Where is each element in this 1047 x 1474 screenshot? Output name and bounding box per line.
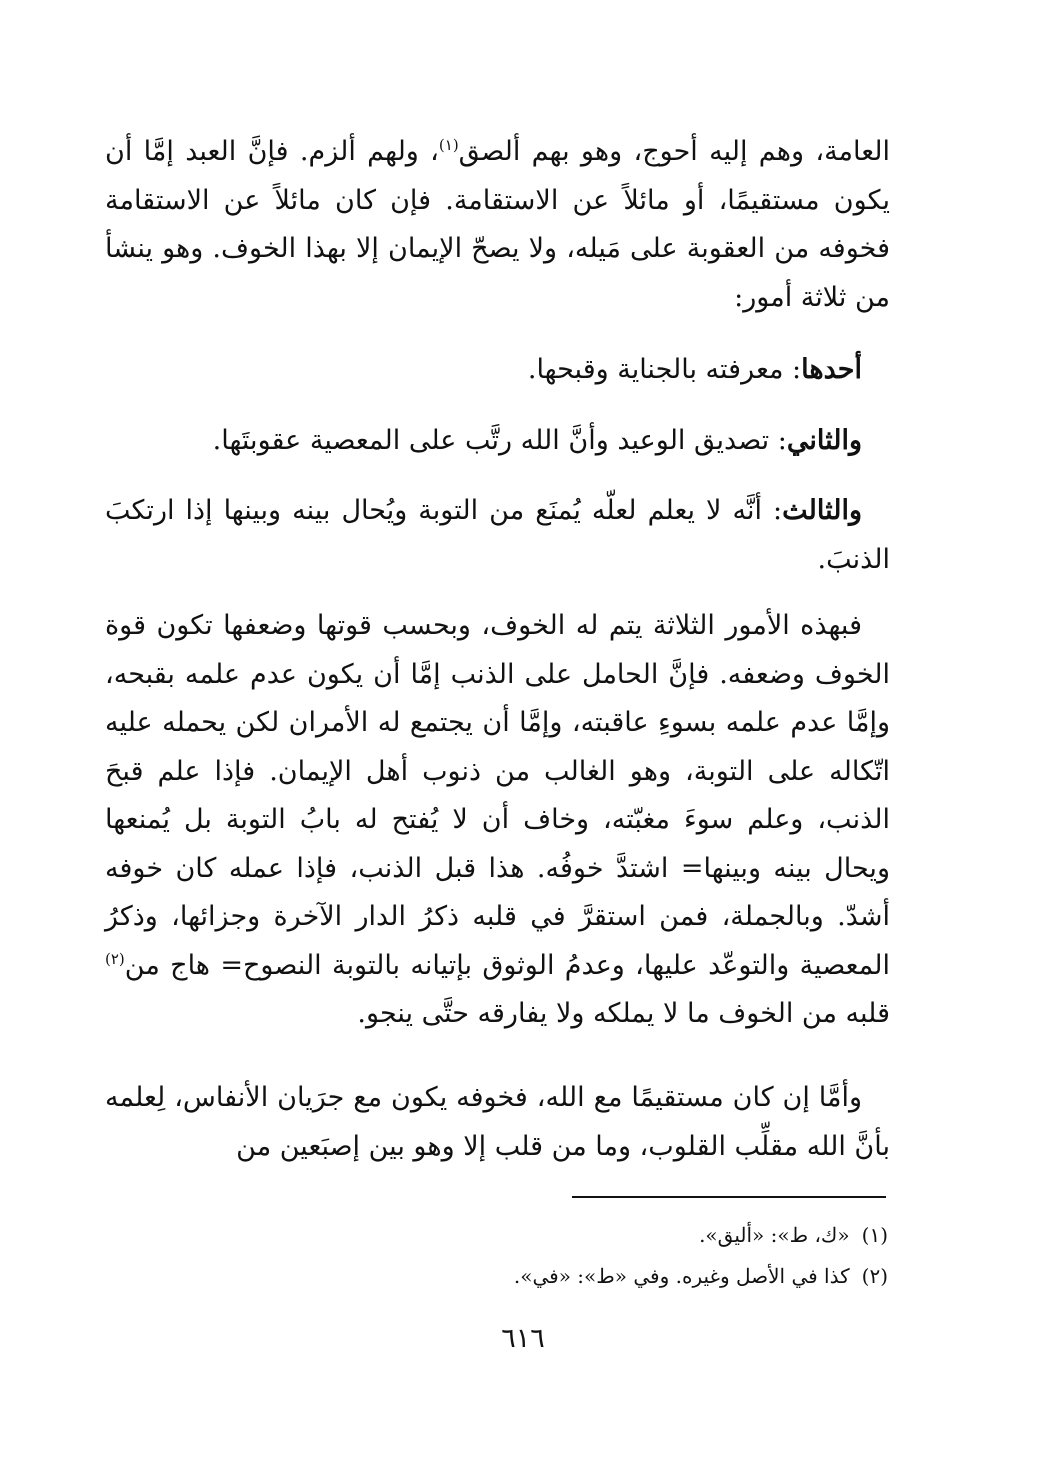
list-item-third <box>105 487 890 584</box>
page-number: ٦١٦ <box>501 1323 545 1354</box>
footnote-number: (٢) <box>861 1264 888 1288</box>
footnote-text: «ك، ط»: «أليق». <box>699 1223 850 1247</box>
paragraph-intro-text-a: العامة، وهم إليه أحوج، وهو بهم ألصق <box>458 136 891 167</box>
list-item-second <box>105 417 890 466</box>
list-item-text: : تصديق الوعيد وأنَّ الله رتَّب على المعصية عقوبتَها. <box>212 425 787 456</box>
list-item-term: والثاني <box>786 425 862 456</box>
list-item-term: والثالث <box>782 495 862 526</box>
footnote-divider <box>572 1196 886 1198</box>
list-item-text: : معرفته بالجناية وقبحها. <box>527 354 802 385</box>
footnote-1 <box>300 1217 888 1253</box>
paragraph-intro-text-b: ، ولهم ألزم. فإنَّ العبد إمَّا أن يكون مستقيمًا، أو مائلاً عن الاستقامة. فإن كان مائلاً عن الاستقامة فخوفه من العقوبة على مَيله، ولا يصحّ الإيمان إلا بهذا الخوف. وهو ينشأ من ثلاثة أمور: <box>105 136 890 313</box>
footnote-text: كذا في الأصل وغيره. وفي «ط»: «في». <box>513 1264 850 1288</box>
paragraph-fear-causes <box>105 602 890 1039</box>
footnote-number: (١) <box>861 1223 888 1247</box>
paragraph-fear-causes-text-b: قلبه من الخوف ما لا يملكه ولا يفارقه حتَّى ينجو. <box>357 998 890 1029</box>
footnote-ref-2[interactable]: (٢) <box>105 949 125 968</box>
footnote-ref-1[interactable]: (١) <box>438 136 459 154</box>
paragraph-intro <box>105 128 890 322</box>
paragraph-fear-causes-text-a: فبهذه الأمور الثلاثة يتم له الخوف، وبحسب قوتها وضعفها تكون قوة الخوف وضعفه. فإنَّ الحامل على الذنب إمَّا أن يكون عدم علمه بقبحه، وإمَّا عدم علمه بسوءِ عاقبته، وإمَّا أن يجتمع له الأمران لكن يحمله عليه اتّكاله على التوبة، وهو الغالب من ذنوب أهل الإيمان. فإذا علم قبحَ الذنب، وعلم سوءَ مغبّته، وخاف أن لا يُفتح له بابُ التوبة بل يُمنعها ويحال بينه وبينها= اشتدَّ خوفُه. هذا قبل الذنب، فإذا عمله كان خوفه أشدّ. وبالجملة، فمن استقرَّ في قلبه ذكرُ الدار الآخرة وجزائها، وذكرُ المعصية والتوعّد عليها، وعدمُ الوثوق بإتيانه بالتوبة النصوح= هاج من <box>105 610 890 981</box>
list-item-text: : أنَّه لا يعلم لعلّه يُمنَع من التوبة ويُحال بينه وبينها إذا ارتكبَ الذنبَ. <box>105 495 890 575</box>
paragraph-upright: وأمَّا إن كان مستقيمًا مع الله، فخوفه يكون مع جرَيان الأنفاس، لِعلمه بأنَّ الله مقلِّب القلوب، وما من قلب إلا وهو بين إصبَعين من <box>105 1082 890 1162</box>
footnote-2 <box>300 1258 888 1294</box>
list-item-first <box>105 346 890 395</box>
list-item-term: أحدها <box>801 354 862 385</box>
